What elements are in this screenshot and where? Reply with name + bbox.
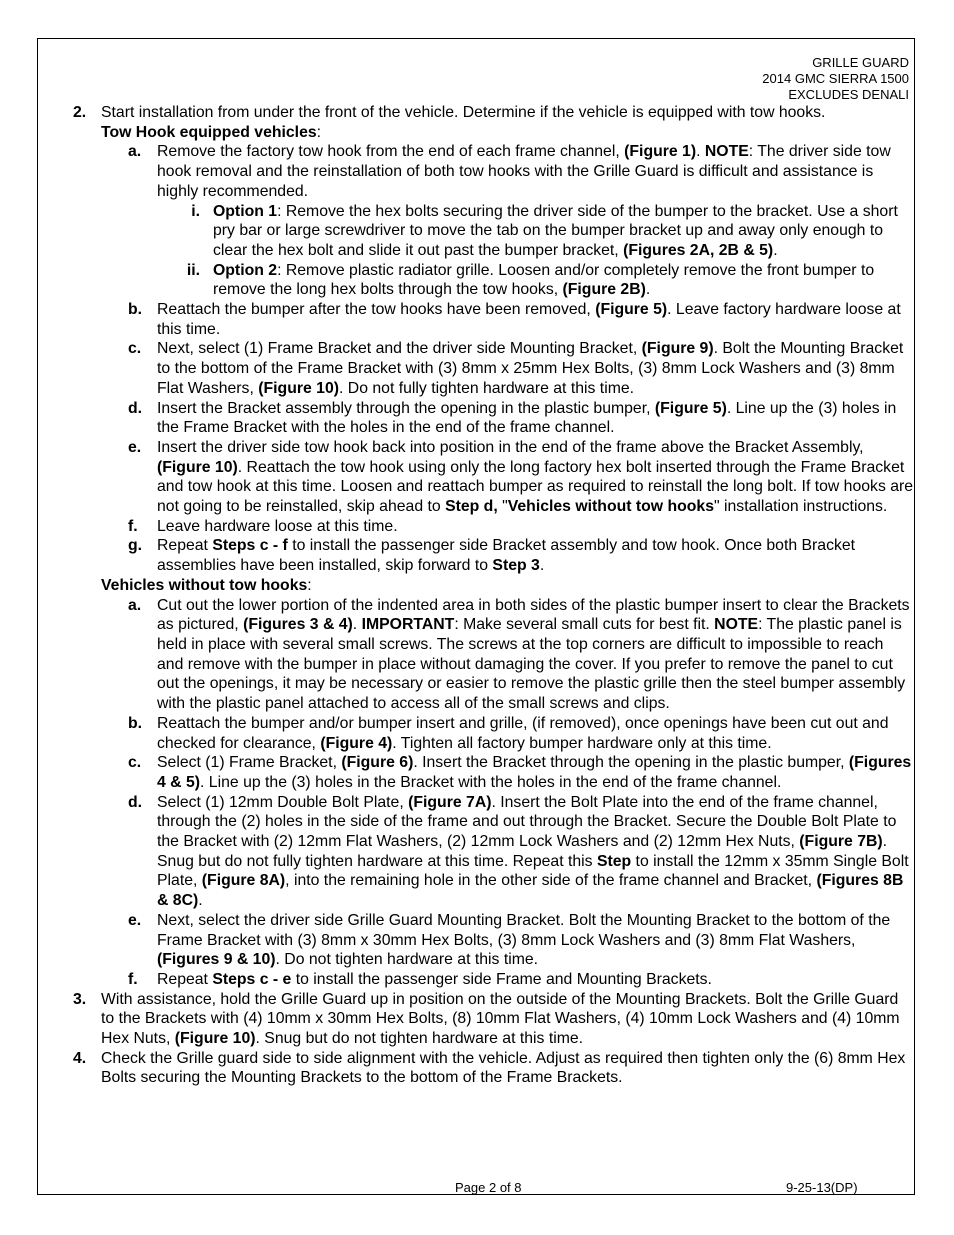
header-title: GRILLE GUARD — [812, 55, 909, 70]
section-heading-tow-hook: Tow Hook equipped vehicles: — [101, 123, 322, 141]
document-header — [762, 55, 909, 103]
section-heading-no-tow-hook: Vehicles without tow hooks: — [101, 576, 312, 594]
substep-no-b: b. Reattach the bumper and/or bumper insert and grille, (if removed), once openings have been cut out and checked for clearance, (Figure 4). Tighten all factory bumper hardware only at this time. — [128, 714, 889, 752]
substep-tow-e: e. Insert the driver side tow hook back into position in the end of the frame above the Bracket Assembly, (Figure 10). Reattach the tow hook using only the long factory hex bolt inserted through the Frame Bracket and tow hook at this time. Loosen and reattach bumper as required to reinstall the long bolt. If tow hooks are not going to be reinstalled, skip ahead to Step d, "Vehicles without tow hooks" installation instructions. — [128, 438, 914, 516]
page-number: Page 2 of 8 — [455, 1180, 522, 1195]
substep-tow-b: b. Reattach the bumper after the tow hooks have been removed, (Figure 5). Leave factory hardware loose at this time. — [128, 301, 901, 338]
substep-no-a: a. Cut out the lower portion of the indented area in both sides of the plastic bumper insert to clear the Brackets as pictured, (Figures 3 & 4). IMPORTANT: Make several small cuts for best fit. NOTE: The plastic panel is held in place with several small screws. The screws at the top corners are difficult to impossible to reach and remove with the bumper in place without damaging the cover. If you prefer to remove the panel to cut out the openings, it may be necessary or easier to remove the plastic grille then the steel bumper assembly with the plastic panel attached to access all of the small screws and clips. — [128, 596, 910, 713]
substep-tow-a: a. Remove the factory tow hook from the end of each frame channel, (Figure 1). NOTE: The driver side tow hook removal and the reinstallation of both tow hooks with the Grille Guard is difficult and assistance is highly recommended. — [128, 143, 891, 200]
substep-no-d: d. Select (1) 12mm Double Bolt Plate, (Figure 7A). Insert the Bolt Plate into the end of the frame channel, through the (2) holes in the side of the frame and out through the Bracket. Secure the Double Bolt Plate to the Bracket with (2) 12mm Flat Washers, (2) 12mm Lock Washers and (2) 12mm Hex Nuts, (Figure 7B). Snug but do not fully tighten hardware at this time. Repeat this Step to install the 12mm x 35mm Single Bolt Plate, (Figure 8A), into the remaining hole in the other side of the frame channel and Bracket, (Figures 8B & 8C). — [128, 793, 909, 910]
substep-no-f: f. Repeat Steps c - e to install the passenger side Frame and Mounting Brackets. — [128, 970, 712, 988]
option-1: i. Option 1: Remove the hex bolts securing the driver side of the bumper to the bracket. Use a short pry bar or large screwdriver to move the tab on the bumper bracket up and away only enough to clear the hex bolt and slide it out past the bumper bracket, (Figures 2A, 2B & 5). — [191, 202, 898, 259]
step-number: 2. — [73, 104, 87, 121]
substep-tow-d: d. Insert the Bracket assembly through the opening in the plastic bumper, (Figure 5). Line up the (3) holes in the Frame Bracket with the holes in the end of the frame channel. — [128, 399, 897, 437]
header-exclusion: EXCLUDES DENALI — [788, 87, 909, 102]
step-2 — [0, 103, 954, 123]
substep-no-c: c. Select (1) Frame Bracket, (Figure 6). Insert the Bracket through the opening in the plastic bumper, (Figures 4 & 5). Line up the (3) holes in the Bracket with the holes in the end of the frame channel. — [128, 754, 912, 791]
step-3: 3. With assistance, hold the Grille Guard up in position on the outside of the Mounting Brackets. Bolt the Grille Guard to the Brackets with (4) 10mm x 30mm Hex Bolts, (8) 10mm Flat Washers, (4) 10mm Lock Washers and (4) 10mm Hex Nuts, (Figure 10). Snug but do not tighten hardware at this time. — [73, 990, 900, 1048]
substep-tow-f: f. Leave hardware loose at this time. — [128, 517, 398, 535]
header-vehicle: 2014 GMC SIERRA 1500 — [762, 71, 909, 86]
step-text: Start installation from under the front of the vehicle. Determine if the vehicle is equipped with tow hooks. — [101, 104, 826, 121]
instructions — [0, 103, 954, 1088]
step-4: 4. Check the Grille guard side to side alignment with the vehicle. Adjust as required then tighten only the (6) 8mm Hex Bolts securing the Mounting Brackets to the bottom of the Frame Brackets. — [73, 1049, 906, 1087]
substep-tow-c: c. Next, select (1) Frame Bracket and the driver side Mounting Bracket, (Figure 9). Bolt the Mounting Bracket to the bottom of the Frame Bracket with (3) 8mm x 25mm Hex Bolts, (3) 8mm Lock Washers and (3) 8mm Flat Washers, (Figure 10). Do not fully tighten hardware at this time. — [128, 340, 904, 397]
substep-tow-g: g. Repeat Steps c - f to install the passenger side Bracket assembly and tow hook. Once both Bracket assemblies have been installed, skip forward to Step 3. — [128, 537, 856, 575]
revision-date: 9-25-13(DP) — [786, 1180, 858, 1195]
substep-no-e: e. Next, select the driver side Grille Guard Mounting Bracket. Bolt the Mounting Bracket to the bottom of the Frame Bracket with (3) 8mm x 30mm Hex Bolts, (3) 8mm Lock Washers and (3) 8mm Flat Washers, (Figures 9 & 10). Do not tighten hardware at this time. — [128, 911, 891, 969]
option-2: ii. Option 2: Remove plastic radiator grille. Loosen and/or completely remove the front bumper to remove the long hex bolts through the tow hooks, (Figure 2B). — [186, 261, 875, 299]
